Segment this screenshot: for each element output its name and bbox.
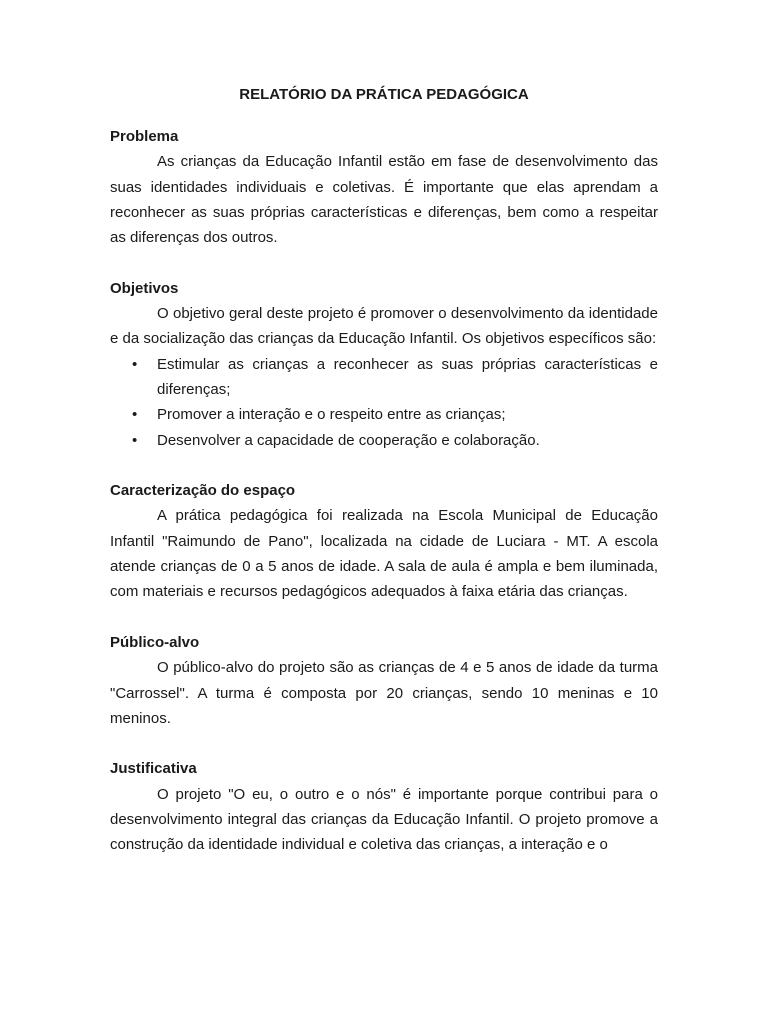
section-objetivos — [110, 276, 658, 453]
list-item-text: Promover a interação e o respeito entre as crianças; — [157, 406, 506, 424]
bullet-icon: • — [132, 406, 138, 424]
section-paragraph: A prática pedagógica foi realizada na Escola Municipal de Educação Infantil "Raimundo de Pano", localizada na cidade de Luciara - MT. A escola atende crianças de 0 a 5 anos de idade. A sala de aula é ampla e bem iluminada, com materiais e recursos pedagógicos adequados à faixa etária das crianças. — [110, 507, 658, 601]
section-publico-alvo — [110, 630, 658, 731]
section-paragraph: O projeto "O eu, o outro e o nós" é importante porque contribui para o desenvolvimento integral das crianças da Educação Infantil. O projeto promove a construção da identidade individual e coletiva das crianças, a interação e o — [110, 785, 658, 854]
objectives-list — [110, 352, 658, 453]
section-heading: Problema — [110, 128, 179, 145]
section-heading: Objetivos — [110, 279, 179, 297]
section-heading: Justificativa — [110, 760, 197, 778]
bullet-icon: • — [132, 431, 138, 449]
section-paragraph: As crianças da Educação Infantil estão em fase de desenvolvimento das suas identidades individuais e coletivas. É importante que elas aprendam a reconhecer as suas próprias características e diferenças, bem como a respeitar as diferenças dos outros. — [110, 153, 658, 247]
section-heading: Caracterização do espaço — [110, 482, 296, 500]
list-item — [110, 352, 658, 403]
document-page — [110, 82, 658, 883]
list-item-text: Desenvolver a capacidade de cooperação e colaboração. — [157, 431, 540, 449]
list-item — [110, 428, 658, 453]
section-justificativa — [110, 756, 658, 857]
document-title: RELATÓRIO DA PRÁTICA PEDAGÓGICA — [239, 86, 529, 103]
section-heading: Público-alvo — [110, 633, 200, 651]
section-paragraph: O público-alvo do projeto são as crianças de 4 e 5 anos de idade da turma "Carrossel". A turma é composta por 20 crianças, sendo 10 meninas e 10 meninos. — [110, 659, 658, 727]
list-item-text: Estimular as crianças a reconhecer as suas próprias características e diferenças; — [157, 355, 658, 398]
bullet-icon: • — [132, 355, 138, 373]
section-paragraph: O objetivo geral deste projeto é promover o desenvolvimento da identidade e da socialização das crianças da Educação Infantil. Os objetivos específicos são: — [110, 305, 658, 348]
section-problema — [110, 124, 658, 250]
list-item — [110, 402, 658, 427]
section-caracterizacao-espaco — [110, 478, 658, 604]
